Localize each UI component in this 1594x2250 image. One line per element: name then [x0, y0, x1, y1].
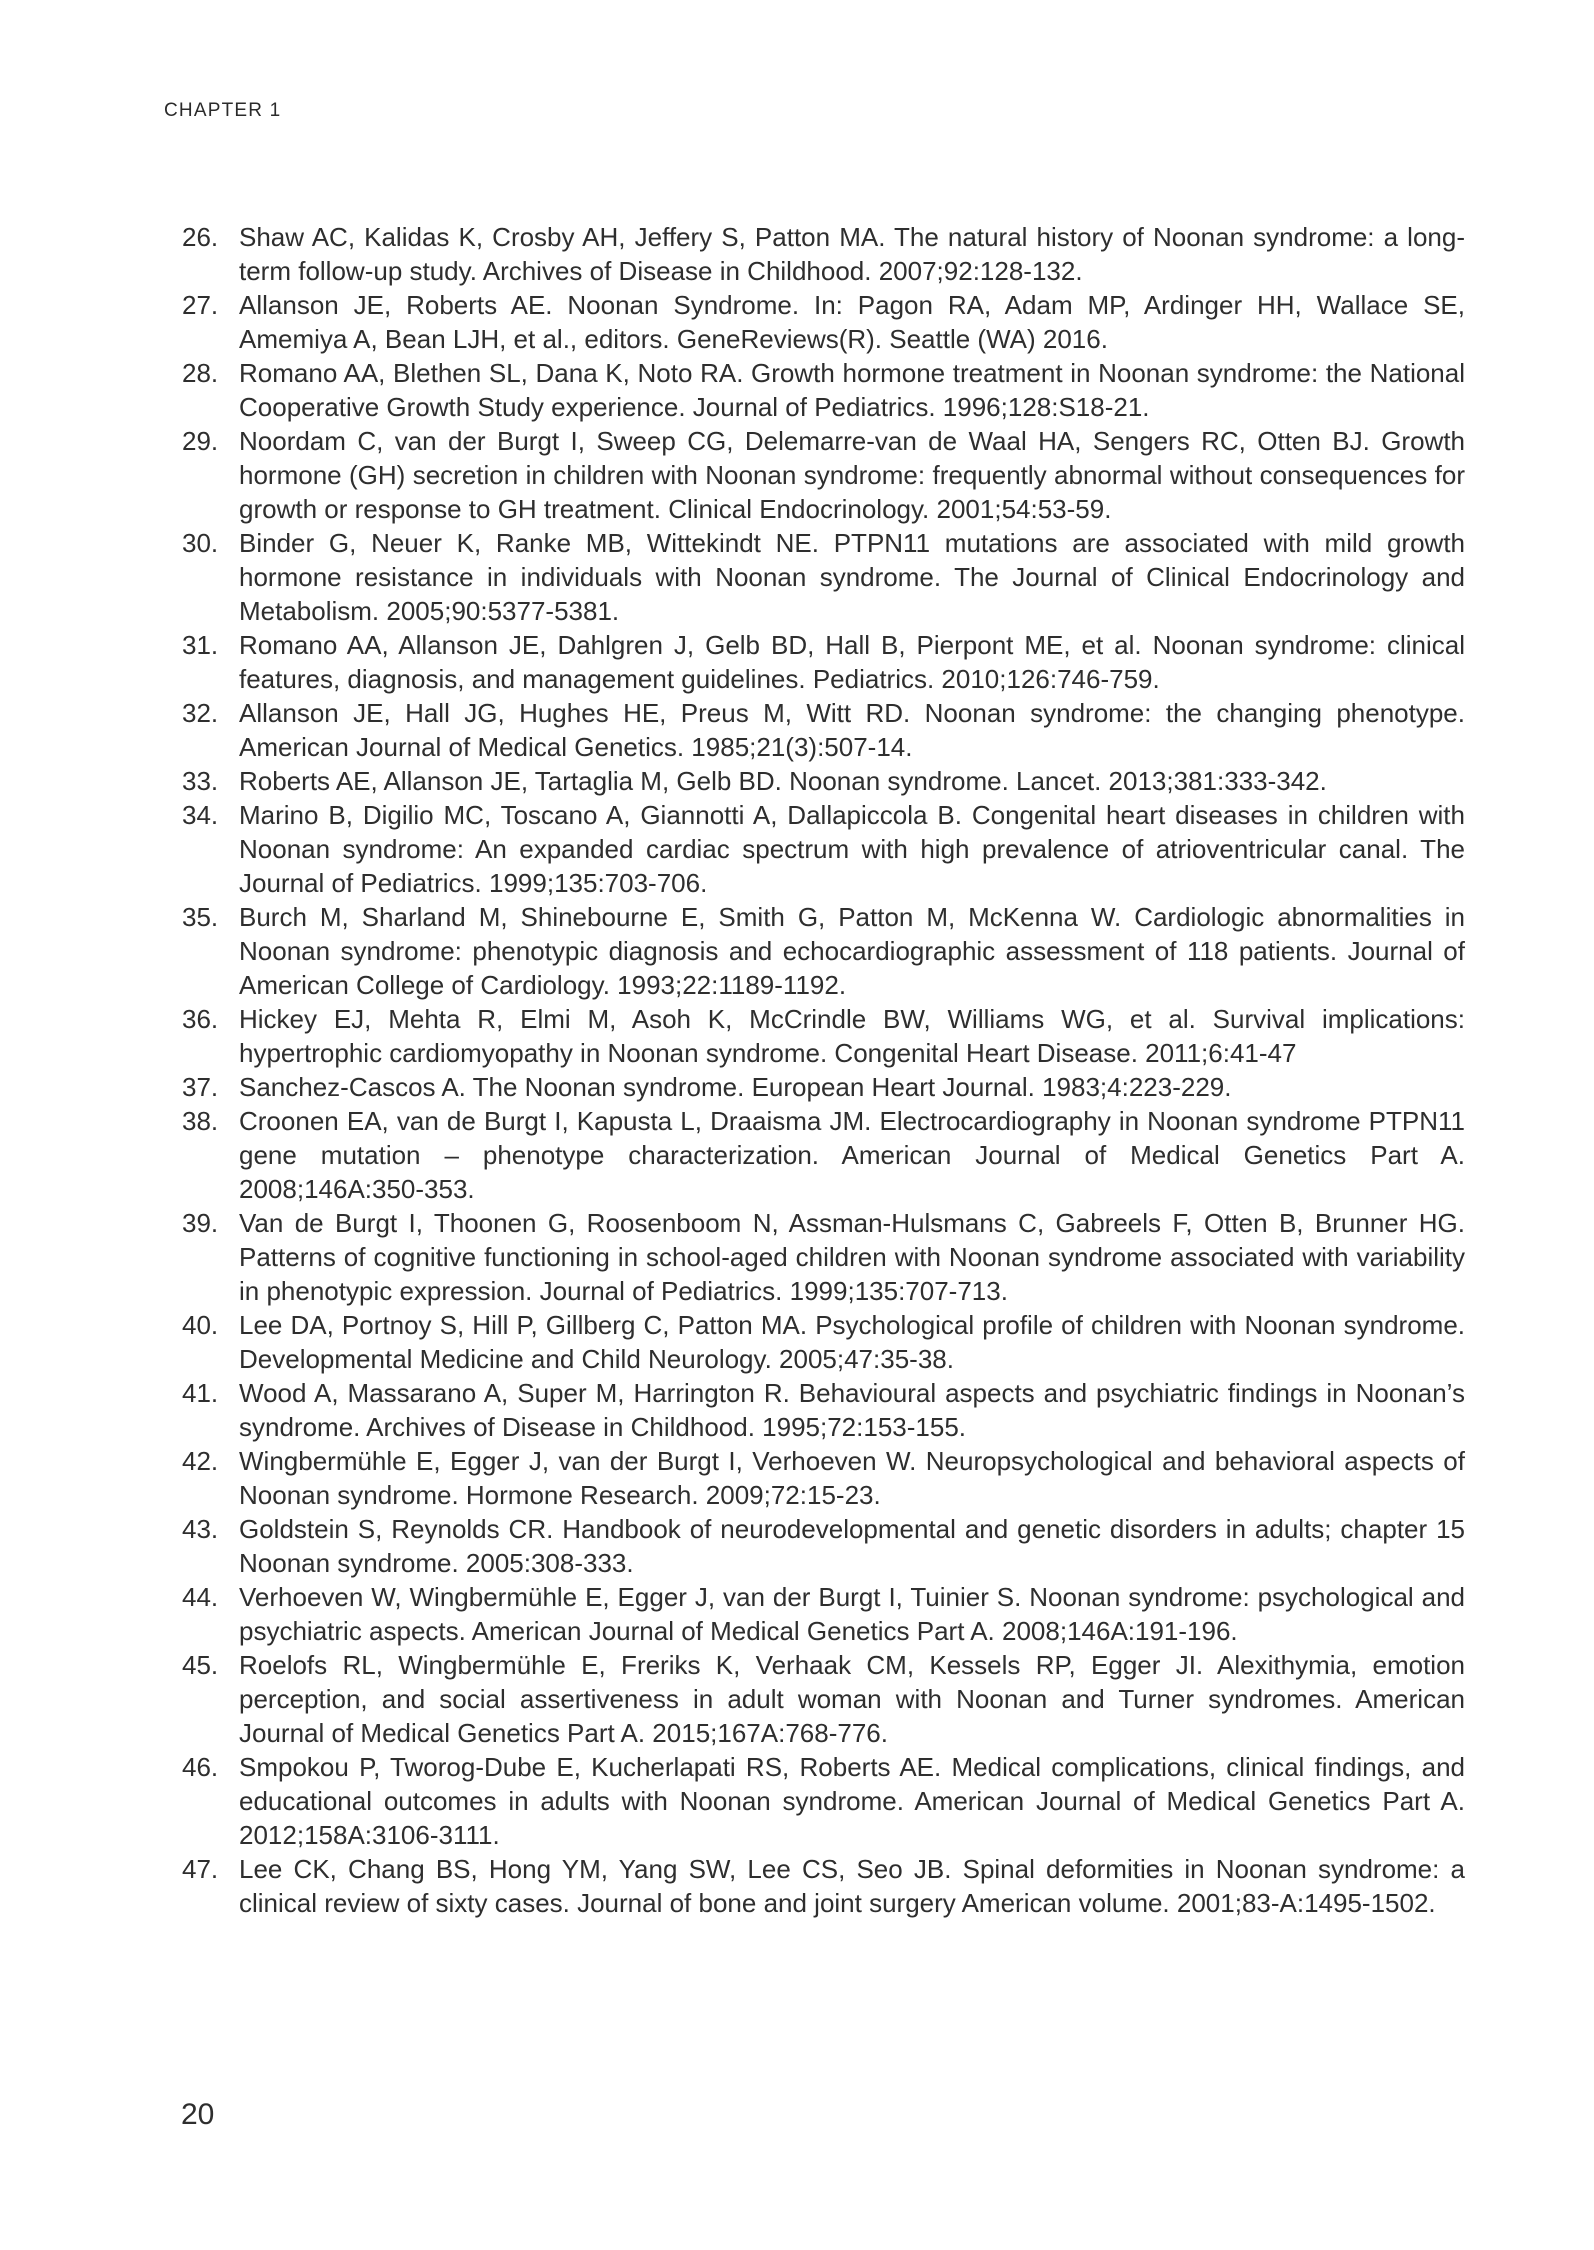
reference-text: Binder G, Neuer K, Ranke MB, Wittekindt NE. PTPN11 mutations are associated with mild growth hormone resistance in individuals with Noonan syndrome. The Journal of Clinical Endocrinology and Metabolism. 2005;90:5377-5381. [239, 528, 1465, 626]
reference-item [164, 696, 1465, 764]
reference-text: Marino B, Digilio MC, Toscano A, Giannotti A, Dallapiccola B. Congenital heart diseases in children with Noonan syndrome: An expanded cardiac spectrum with high prevalence of atrioventricular canal. The Journal of Pediatrics. 1999;135:703-706. [239, 800, 1465, 898]
reference-item [164, 798, 1465, 900]
reference-text: Romano AA, Allanson JE, Dahlgren J, Gelb BD, Hall B, Pierpont ME, et al. Noonan syndrome: clinical features, diagnosis, and management guidelines. Pediatrics. 2010;126:746-759. [239, 630, 1465, 694]
reference-number: 31. [182, 630, 219, 660]
reference-item [164, 424, 1465, 526]
reference-text: Shaw AC, Kalidas K, Crosby AH, Jeffery S, Patton MA. The natural history of Noonan syndrome: a long-term follow-up study. Archives of Disease in Childhood. 2007;92:128-132. [239, 222, 1465, 286]
reference-item [164, 764, 1465, 798]
reference-text: Sanchez-Cascos A. The Noonan syndrome. European Heart Journal. 1983;4:223-229. [239, 1072, 1232, 1102]
reference-list [164, 220, 1465, 1920]
reference-text: Allanson JE, Roberts AE. Noonan Syndrome. In: Pagon RA, Adam MP, Ardinger HH, Wallace SE, Amemiya A, Bean LJH, et al., editors. GeneReviews(R). Seattle (WA) 2016. [239, 290, 1465, 354]
reference-item [164, 1376, 1465, 1444]
reference-number: 26. [182, 222, 219, 252]
reference-number: 29. [182, 426, 219, 456]
reference-text: Goldstein S, Reynolds CR. Handbook of neurodevelopmental and genetic disorders in adults; chapter 15 Noonan syndrome. 2005:308-333. [239, 1514, 1465, 1578]
reference-number: 46. [182, 1752, 219, 1782]
reference-number: 35. [182, 902, 219, 932]
reference-item [164, 1206, 1465, 1308]
reference-number: 45. [182, 1650, 219, 1680]
chapter-header: CHAPTER 1 [164, 100, 282, 121]
reference-text: Roberts AE, Allanson JE, Tartaglia M, Gelb BD. Noonan syndrome. Lancet. 2013;381:333-342. [239, 766, 1327, 796]
reference-number: 39. [182, 1208, 219, 1238]
reference-number: 37. [182, 1072, 219, 1102]
reference-number: 27. [182, 290, 219, 320]
reference-number: 47. [182, 1854, 219, 1884]
reference-text: Romano AA, Blethen SL, Dana K, Noto RA. Growth hormone treatment in Noonan syndrome: the National Cooperative Growth Study experience. Journal of Pediatrics. 1996;128:S18-21. [239, 358, 1465, 422]
reference-number: 30. [182, 528, 219, 558]
reference-text: Verhoeven W, Wingbermühle E, Egger J, van der Burgt I, Tuinier S. Noonan syndrome: psychological and psychiatric aspects. American Journal of Medical Genetics Part A. 2008;146A:191-196. [239, 1582, 1465, 1646]
reference-item [164, 1512, 1465, 1580]
reference-text: Noordam C, van der Burgt I, Sweep CG, Delemarre-van de Waal HA, Sengers RC, Otten BJ. Growth hormone (GH) secretion in children with Noonan syndrome: frequently abnormal without consequences for growth or response to GH treatment. Clinical Endocrinology. 2001;54:53-59. [239, 426, 1465, 524]
reference-number: 33. [182, 766, 219, 796]
reference-number: 32. [182, 698, 219, 728]
reference-text: Hickey EJ, Mehta R, Elmi M, Asoh K, McCrindle BW, Williams WG, et al. Survival implications: hypertrophic cardiomyopathy in Noonan syndrome. Congenital Heart Disease. 2011;6:41-47 [239, 1004, 1465, 1068]
reference-text: Lee DA, Portnoy S, Hill P, Gillberg C, Patton MA. Psychological profile of children with Noonan syndrome. Developmental Medicine and Child Neurology. 2005;47:35-38. [239, 1310, 1465, 1374]
reference-item [164, 1750, 1465, 1852]
reference-item [164, 220, 1465, 288]
reference-item [164, 1852, 1465, 1920]
reference-text: Lee CK, Chang BS, Hong YM, Yang SW, Lee CS, Seo JB. Spinal deformities in Noonan syndrome: a clinical review of sixty cases. Journal of bone and joint surgery American volume. 2001;83-A:1495-1502. [239, 1854, 1465, 1918]
reference-item [164, 288, 1465, 356]
reference-item [164, 1002, 1465, 1070]
reference-text: Allanson JE, Hall JG, Hughes HE, Preus M, Witt RD. Noonan syndrome: the changing phenotype. American Journal of Medical Genetics. 1985;21(3):507-14. [239, 698, 1465, 762]
reference-item [164, 526, 1465, 628]
reference-text: Wood A, Massarano A, Super M, Harrington R. Behavioural aspects and psychiatric findings in Noonan’s syndrome. Archives of Disease in Childhood. 1995;72:153-155. [239, 1378, 1465, 1442]
reference-item [164, 356, 1465, 424]
reference-number: 34. [182, 800, 219, 830]
reference-item [164, 1308, 1465, 1376]
reference-number: 38. [182, 1106, 219, 1136]
reference-item [164, 1104, 1465, 1206]
reference-text: Van de Burgt I, Thoonen G, Roosenboom N, Assman-Hulsmans C, Gabreels F, Otten B, Brunner HG. Patterns of cognitive functioning in school-aged children with Noonan syndrome associated with variability in phenotypic expression. Journal of Pediatrics. 1999;135:707-713. [239, 1208, 1465, 1306]
reference-text: Croonen EA, van de Burgt I, Kapusta L, Draaisma JM. Electrocardiography in Noonan syndrome PTPN11 gene mutation – phenotype characterization. American Journal of Medical Genetics Part A. 2008;146A:350-353. [239, 1106, 1465, 1204]
reference-number: 41. [182, 1378, 219, 1408]
page-number: 20 [181, 2098, 215, 2131]
reference-number: 43. [182, 1514, 219, 1544]
reference-item [164, 1444, 1465, 1512]
reference-item [164, 1580, 1465, 1648]
reference-number: 28. [182, 358, 219, 388]
reference-number: 40. [182, 1310, 219, 1340]
reference-text: Burch M, Sharland M, Shinebourne E, Smith G, Patton M, McKenna W. Cardiologic abnormalities in Noonan syndrome: phenotypic diagnosis and echocardiographic assessment of 118 patients. Journal of American College of Cardiology. 1993;22:1189-1192. [239, 902, 1465, 1000]
reference-text: Smpokou P, Tworog-Dube E, Kucherlapati RS, Roberts AE. Medical complications, clinical findings, and educational outcomes in adults with Noonan syndrome. American Journal of Medical Genetics Part A. 2012;158A:3106-3111. [239, 1752, 1465, 1850]
reference-item [164, 628, 1465, 696]
reference-number: 36. [182, 1004, 219, 1034]
reference-item [164, 900, 1465, 1002]
reference-item [164, 1648, 1465, 1750]
reference-number: 42. [182, 1446, 219, 1476]
reference-item [164, 1070, 1465, 1104]
reference-number: 44. [182, 1582, 219, 1612]
reference-text: Wingbermühle E, Egger J, van der Burgt I, Verhoeven W. Neuropsychological and behavioral aspects of Noonan syndrome. Hormone Research. 2009;72:15-23. [239, 1446, 1465, 1510]
reference-text: Roelofs RL, Wingbermühle E, Freriks K, Verhaak CM, Kessels RP, Egger JI. Alexithymia, emotion perception, and social assertiveness in adult woman with Noonan and Turner syndromes. American Journal of Medical Genetics Part A. 2015;167A:768-776. [239, 1650, 1465, 1748]
